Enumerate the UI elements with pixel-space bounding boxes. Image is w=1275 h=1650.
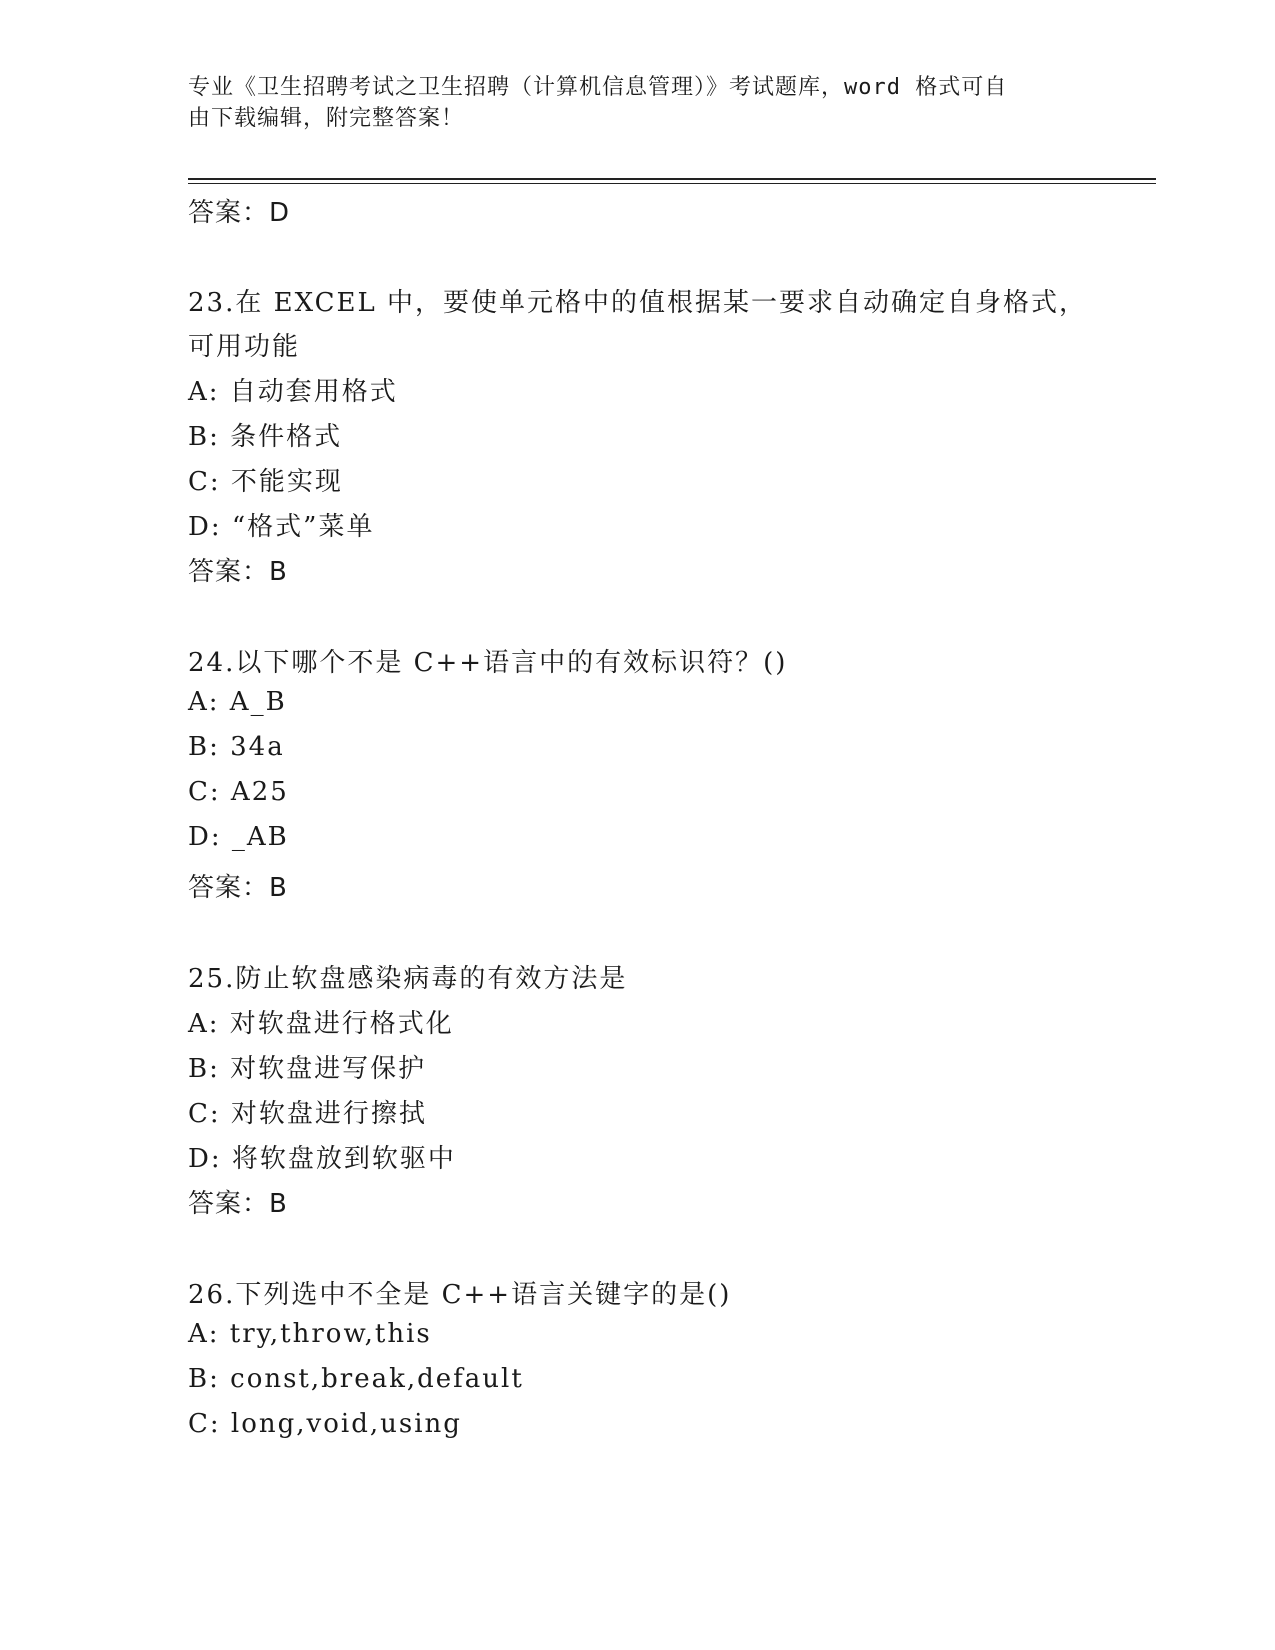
question-25-option-c: C: 对软盘进行擦拭	[188, 1099, 427, 1129]
question-26-option-b: B: const,break,default	[188, 1364, 524, 1394]
question-23-option-d: D: “格式”菜单	[188, 512, 375, 542]
header-line-1: 专业《卫生招聘考试之卫生招聘（计算机信息管理）》考试题库，word 格式可自	[188, 75, 1008, 100]
header-divider	[188, 178, 1156, 180]
question-24-option-a: A: A_B	[188, 687, 287, 717]
question-25-stem: 25.防止软盘感染病毒的有效方法是	[188, 964, 628, 994]
question-23-option-b: B: 条件格式	[188, 422, 343, 452]
question-23-stem-cont: 可用功能	[188, 332, 301, 362]
question-25-answer: 答案：B	[188, 1189, 288, 1219]
question-25-option-d: D: 将软盘放到软驱中	[188, 1144, 456, 1174]
question-24-stem: 24.以下哪个不是 C++语言中的有效标识符？()	[188, 648, 788, 678]
question-25-option-a: A: 对软盘进行格式化	[188, 1009, 454, 1039]
question-23-option-a: A: 自动套用格式	[188, 377, 398, 407]
question-26-stem: 26.下列选中不全是 C++语言关键字的是()	[188, 1280, 732, 1310]
question-26-option-c: C: long,void,using	[188, 1409, 462, 1439]
document-header	[188, 72, 1068, 134]
question-24-option-c: C: A25	[188, 777, 289, 807]
question-26-option-a: A: try,throw,this	[188, 1319, 432, 1349]
question-24-option-b: B: 34a	[188, 732, 285, 762]
header-line-2: 由下载编辑，附完整答案！	[188, 106, 465, 131]
question-24-answer: 答案：B	[188, 873, 288, 903]
header-divider-thin	[188, 183, 1156, 184]
answer-line: 答案：D	[188, 198, 291, 228]
question-25-option-b: B: 对软盘进写保护	[188, 1054, 427, 1084]
question-23-stem: 23.在 EXCEL 中，要使单元格中的值根据某一要求自动确定自身格式，	[188, 288, 1088, 318]
question-23-option-c: C: 不能实现	[188, 467, 343, 497]
question-23-answer: 答案：B	[188, 557, 288, 587]
question-24-option-d: D: _AB	[188, 822, 289, 852]
